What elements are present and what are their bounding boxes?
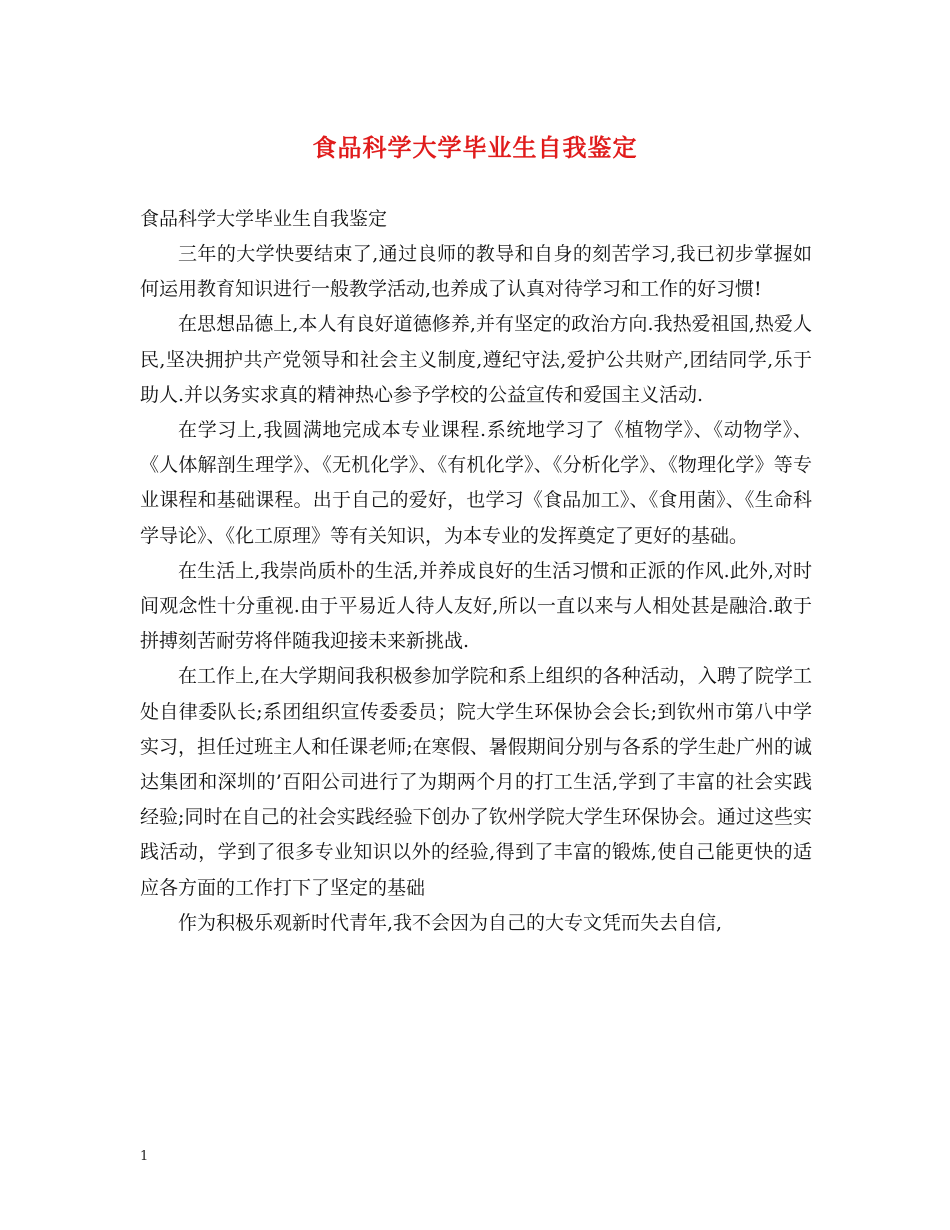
document-subtitle: 食品科学大学毕业生自我鉴定 bbox=[140, 208, 388, 230]
paragraph-morality: 在思想品德上,本人有良好道德修养,并有坚定的政治方向.我热爱祖国,热爱人民,坚决拥护共产党领导和社会主义制度,遵纪守法,爱护公共财产,团结同学,乐于助人.并以务实求真的精神热心参予学校的公益宣传和爱国主义活动. bbox=[140, 313, 812, 406]
document-title: 食品科学大学毕业生自我鉴定 bbox=[312, 133, 638, 162]
page-number: 1 bbox=[140, 1149, 149, 1164]
paragraph-intro: 三年的大学快要结束了,通过良师的教导和自身的刻苦学习,我已初步掌握如何运用教育知识进行一般教学活动,也养成了认真对待学习和工作的好习惯! bbox=[140, 243, 812, 301]
document-body bbox=[140, 202, 812, 941]
paragraph-outlook: 作为积极乐观新时代青年,我不会因为自己的大专文凭而失去自信, bbox=[178, 911, 723, 934]
paragraph-study: 在学习上,我圆满地完成本专业课程.系统地学习了《植物学》、《动物学》、《人体解剖生理学》、《无机化学》、《有机化学》、《分析化学》、《物理化学》等专业课程和基础课程。出于自己的爱好，也学习《食品加工》、《食用菌》、《生命科学导论》、《化工原理》等有关知识，为本专业的发挥奠定了更好的基础。 bbox=[140, 419, 812, 547]
paragraph-work: 在工作上,在大学期间我积极参加学院和系上组织的各种活动，入聘了院学工处自律委队长;系团组织宣传委委员；院大学生环保协会会长;到钦州市第八中学实习，担任过班主人和任课老师;在寒假、暑假期间分别与各系的学生赴广州的诚达集团和深圳的’百阳公司进行了为期两个月的打工生活,学到了丰富的社会实践经验;同时在自己的社会实践经验下创办了钦州学院大学生环保协会。通过这些实践活动，学到了很多专业知识以外的经验,得到了丰富的锻炼,使自己能更快的适应各方面的工作打下了坚定的基础 bbox=[140, 665, 812, 899]
paragraph-life: 在生活上,我崇尚质朴的生活,并养成良好的生活习惯和正派的作风.此外,对时间观念性十分重视.由于平易近人待人友好,所以一直以来与人相处甚是融洽.敢于拼搏刻苦耐劳将伴随我迎接未来新挑战. bbox=[140, 559, 812, 653]
